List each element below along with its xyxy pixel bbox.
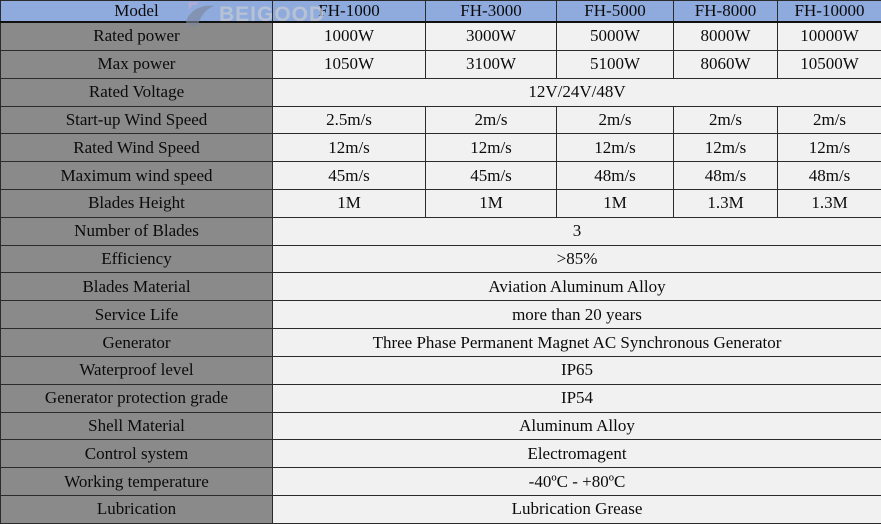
spec-merged-value-cell: -40ºC - +80ºC — [273, 468, 881, 496]
spec-value-cell: 48m/s — [557, 162, 674, 190]
table-row — [1, 22, 881, 50]
spec-label-cell: Waterproof level — [1, 356, 273, 384]
spec-merged-value-cell: >85% — [273, 245, 881, 273]
spec-value-cell: 1M — [273, 190, 426, 218]
spec-value-cell: 3100W — [426, 50, 557, 78]
spec-label-cell: Maximum wind speed — [1, 162, 273, 190]
spec-value-cell: 12m/s — [674, 134, 778, 162]
spec-value-cell: 2m/s — [426, 106, 557, 134]
spec-value-cell: 5000W — [557, 22, 674, 50]
table-row — [1, 356, 881, 384]
header-model-cell: Model — [1, 1, 273, 23]
spec-merged-value-cell: Electromagent — [273, 440, 881, 468]
spec-value-cell: 1.3M — [778, 190, 881, 218]
spec-value-cell: 1000W — [273, 22, 426, 50]
spec-merged-value-cell: Aviation Aluminum Alloy — [273, 273, 881, 301]
spec-label-cell: Efficiency — [1, 245, 273, 273]
spec-value-cell: 8060W — [674, 50, 778, 78]
spec-merged-value-cell: 3 — [273, 217, 881, 245]
spec-label-cell: Service Life — [1, 301, 273, 329]
spec-label-cell: Blades Height — [1, 190, 273, 218]
spec-value-cell: 48m/s — [674, 162, 778, 190]
header-model-name-cell: FH-3000 — [426, 1, 557, 23]
spec-value-cell: 3000W — [426, 22, 557, 50]
spec-value-cell: 8000W — [674, 22, 778, 50]
spec-value-cell: 48m/s — [778, 162, 881, 190]
spec-value-cell: 12m/s — [426, 134, 557, 162]
spec-value-cell: 5100W — [557, 50, 674, 78]
spec-value-cell: 10000W — [778, 22, 881, 50]
spec-label-cell: Shell Material — [1, 412, 273, 440]
table-row — [1, 245, 881, 273]
spec-label-cell: Rated power — [1, 22, 273, 50]
header-model-name-cell: FH-8000 — [674, 1, 778, 23]
spec-value-cell: 10500W — [778, 50, 881, 78]
header-model-name-cell: FH-1000 — [273, 1, 426, 23]
spec-merged-value-cell: IP65 — [273, 356, 881, 384]
table-row — [1, 217, 881, 245]
spec-value-cell: 45m/s — [273, 162, 426, 190]
spec-label-cell: Max power — [1, 50, 273, 78]
spec-label-cell: Rated Wind Speed — [1, 134, 273, 162]
spec-value-cell: 12m/s — [557, 134, 674, 162]
spec-merged-value-cell: Lubrication Grease — [273, 495, 881, 523]
spec-merged-value-cell: more than 20 years — [273, 301, 881, 329]
table-row — [1, 495, 881, 523]
spec-value-cell: 12m/s — [778, 134, 881, 162]
table-row — [1, 301, 881, 329]
spec-value-cell: 2.5m/s — [273, 106, 426, 134]
spec-value-cell: 2m/s — [674, 106, 778, 134]
spec-value-cell: 2m/s — [557, 106, 674, 134]
spec-label-cell: Rated Voltage — [1, 78, 273, 106]
spec-value-cell: 1050W — [273, 50, 426, 78]
spec-label-cell: Working temperature — [1, 468, 273, 496]
spec-value-cell: 12m/s — [273, 134, 426, 162]
spec-merged-value-cell: Aluminum Alloy — [273, 412, 881, 440]
table-row — [1, 384, 881, 412]
spec-value-cell: 2m/s — [778, 106, 881, 134]
watermark-text: BEIGOOD — [219, 2, 326, 26]
table-row — [1, 468, 881, 496]
header-model-name-cell: FH-5000 — [557, 1, 674, 23]
spec-value-cell: 1M — [557, 190, 674, 218]
spec-merged-value-cell: Three Phase Permanent Magnet AC Synchronous Generator — [273, 329, 881, 357]
table-row — [1, 162, 881, 190]
table-row — [1, 412, 881, 440]
spec-value-cell: 45m/s — [426, 162, 557, 190]
table-row — [1, 190, 881, 218]
spec-value-cell: 1.3M — [674, 190, 778, 218]
spec-label-cell: Control system — [1, 440, 273, 468]
table-row — [1, 134, 881, 162]
spec-label-cell: Lubrication — [1, 495, 273, 523]
spec-label-cell: Generator — [1, 329, 273, 357]
table-row — [1, 50, 881, 78]
table-row — [1, 106, 881, 134]
spec-label-cell: Generator protection grade — [1, 384, 273, 412]
spec-label-cell: Blades Material — [1, 273, 273, 301]
table-row — [1, 329, 881, 357]
table-row — [1, 440, 881, 468]
spec-table-body — [1, 22, 881, 524]
header-row — [1, 1, 881, 23]
header-model-name-cell: FH-10000 — [778, 1, 881, 23]
spec-merged-value-cell: 12V/24V/48V — [273, 78, 881, 106]
spec-merged-value-cell: IP54 — [273, 384, 881, 412]
table-row — [1, 273, 881, 301]
spec-label-cell: Start-up Wind Speed — [1, 106, 273, 134]
spec-label-cell: Number of Blades — [1, 217, 273, 245]
table-row — [1, 78, 881, 106]
spec-value-cell: 1M — [426, 190, 557, 218]
